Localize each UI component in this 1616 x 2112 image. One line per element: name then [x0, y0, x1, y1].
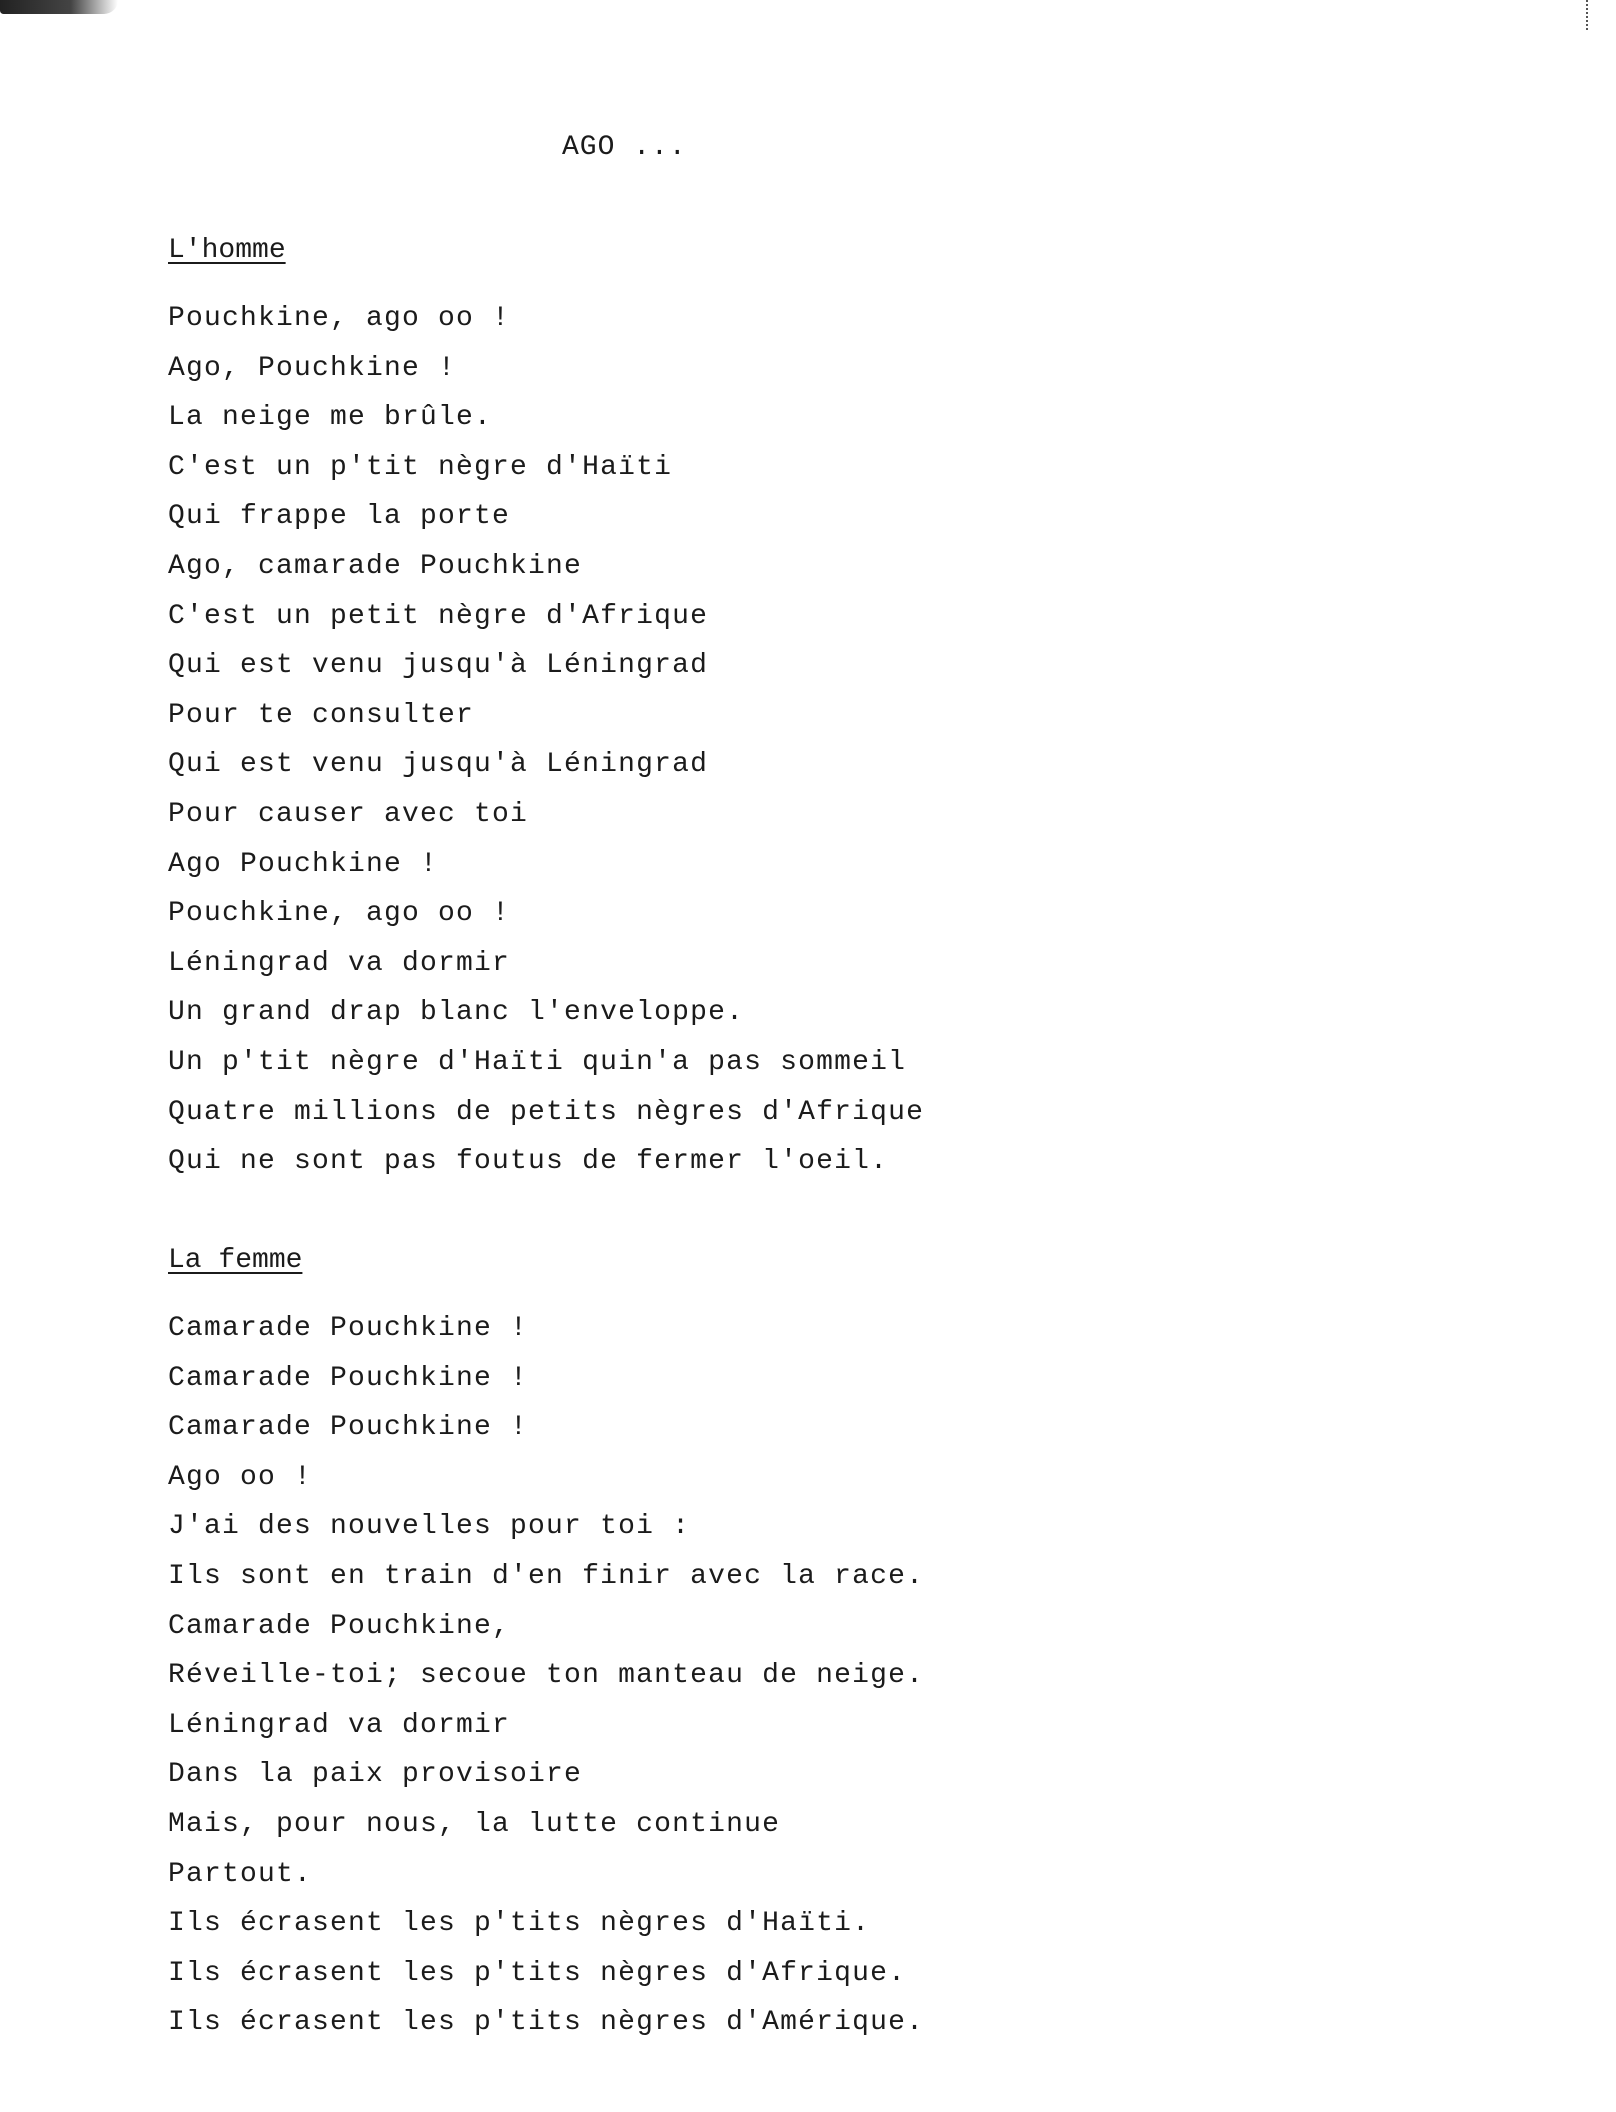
verse-line: C'est un p'tit nègre d'Haïti	[168, 451, 673, 483]
scan-edge-mark	[1586, 0, 1616, 30]
verse-line: Léningrad va dormir	[168, 947, 511, 979]
verse-line: Camarade Pouchkine !	[168, 1313, 529, 1344]
verse-line: Pouchkine, ago oo !	[168, 303, 511, 334]
verse-line: Léningrad va dormir	[168, 1709, 511, 1741]
verse-line: Mais, pour nous, la lutte continue	[168, 1808, 781, 1840]
verse-line: J'ai des nouvelles pour toi :	[168, 1511, 691, 1543]
verse-line: Camarade Pouchkine !	[168, 1412, 529, 1444]
section-heading-lhomme: L'homme	[168, 235, 286, 266]
verse-line: Ago Pouchkine !	[168, 848, 439, 880]
verse-line: Qui frappe la porte	[168, 501, 511, 533]
scan-smudge	[0, 0, 118, 14]
section-lhomme	[168, 234, 1368, 1187]
verse-line: C'est un petit nègre d'Afrique	[168, 600, 709, 632]
section-la-femme	[168, 1244, 1368, 2048]
verse-line: Camarade Pouchkine !	[168, 1362, 529, 1394]
verse-list-la-femme	[168, 1304, 1368, 2048]
verse-line: Ils écrasent les p'tits nègres d'Amérique.	[168, 2007, 925, 2039]
verse-line: Pouchkine, ago oo !	[168, 898, 511, 930]
verse-line: La neige me brûle.	[168, 402, 493, 434]
verse-line: Quatre millions de petits nègres d'Afrique	[168, 1096, 925, 1128]
verse-line: Ago, camarade Pouchkine	[168, 550, 583, 582]
verse-line: Ils écrasent les p'tits nègres d'Afrique.	[168, 1957, 907, 1989]
verse-line: Camarade Pouchkine,	[168, 1610, 511, 1642]
verse-line: Dans la paix provisoire	[168, 1759, 583, 1791]
verse-line: Pour te consulter	[168, 699, 475, 731]
verse-line: Ago oo !	[168, 1461, 313, 1493]
verse-line: Ago, Pouchkine !	[168, 352, 457, 384]
verse-line: Réveille-toi; secoue ton manteau de neige.	[168, 1660, 925, 1692]
section-heading-la-femme: La femme	[168, 1245, 303, 1276]
verse-line: Qui est venu jusqu'à Léningrad	[168, 749, 709, 781]
verse-line: Ils sont en train d'en finir avec la race.	[168, 1560, 925, 1592]
verse-line: Pour causer avec toi	[168, 798, 529, 830]
verse-line: Qui ne sont pas foutus de fermer l'oeil.	[168, 1146, 889, 1178]
verse-line: Un grand drap blanc l'enveloppe.	[168, 997, 745, 1029]
verse-line: Ils écrasent les p'tits nègres d'Haïti.	[168, 1908, 871, 1940]
verse-line: Qui est venu jusqu'à Léningrad	[168, 650, 709, 682]
verse-list-lhomme	[168, 294, 1368, 1187]
poem-title: AGO ...	[562, 132, 687, 163]
verse-line: Un p'tit nègre d'Haïti quin'a pas sommeil	[168, 1046, 907, 1078]
verse-line: Partout.	[168, 1858, 313, 1890]
